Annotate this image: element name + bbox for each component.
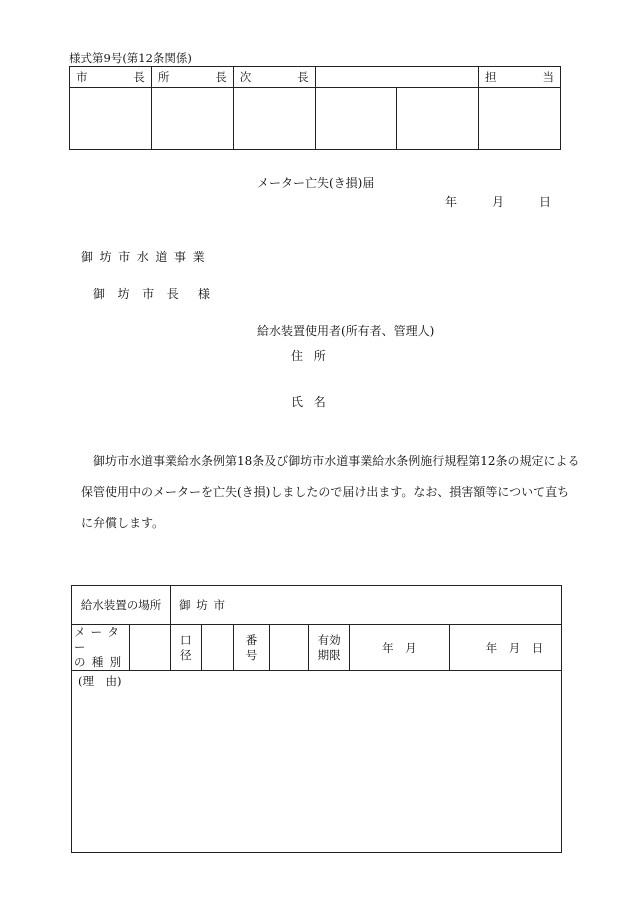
meter-number-value[interactable] [269, 625, 309, 671]
header-mayor: 市 長 [70, 67, 152, 88]
caliber-label: 口 径 [170, 625, 201, 671]
location-value[interactable]: 御坊市 [170, 586, 561, 625]
date-day-label: 日 [539, 195, 552, 209]
header-blank [315, 67, 479, 88]
stamp-box-director[interactable] [151, 88, 233, 150]
applicant-address-label: 住所 [291, 349, 337, 363]
stamp-box-deputy-director[interactable] [233, 88, 315, 150]
stamp-box-blank-2[interactable] [397, 88, 479, 150]
declaration-line-1: 御坊市水道事業給水条例第18条及び御坊市水道事業給水条例施行規程第12条の規定による [93, 454, 580, 468]
location-label: 給水装置の場所 [72, 586, 171, 625]
applicant-name-label: 氏名 [291, 395, 337, 409]
reason-box[interactable] [72, 671, 562, 853]
declaration-line-3: に弁償します。 [81, 516, 165, 530]
applicant-role: 給水装置使用者(所有者、管理人) [257, 324, 435, 338]
addressee-person: 御坊市長 [93, 287, 192, 301]
stamp-box-mayor[interactable] [70, 88, 152, 150]
document-title: メーター亡失(き損)届 [257, 176, 375, 190]
reason-label: (理 由) [78, 674, 122, 688]
meter-type-label: メーター の種別 [72, 625, 130, 671]
details-table [71, 585, 562, 853]
date-month-label: 月 [492, 195, 505, 209]
approval-stamp-table [69, 66, 561, 150]
form-number-label: 様式第9号(第12条関係) [69, 51, 192, 65]
meter-type-value[interactable] [130, 625, 171, 671]
addressee-honorific: 様 [198, 287, 211, 301]
caliber-value[interactable] [201, 625, 234, 671]
damage-date[interactable]: 年 月 日 [449, 625, 561, 671]
validity-label: 有効 期限 [309, 625, 349, 671]
declaration-line-2: 保管使用中のメーターを亡失(き損)しましたので届け出ます。なお、損害額等について直ち [81, 485, 570, 499]
meter-number-label: 番 号 [234, 625, 269, 671]
header-in-charge: 担 当 [479, 67, 561, 88]
validity-value[interactable]: 年 月 [349, 625, 449, 671]
stamp-box-blank-1[interactable] [315, 88, 397, 150]
stamp-box-in-charge[interactable] [479, 88, 561, 150]
header-deputy-director: 次 長 [233, 67, 315, 88]
date-year-label: 年 [445, 195, 458, 209]
header-director: 所 長 [151, 67, 233, 88]
addressee-organization: 御坊市水道事業 [81, 250, 212, 264]
